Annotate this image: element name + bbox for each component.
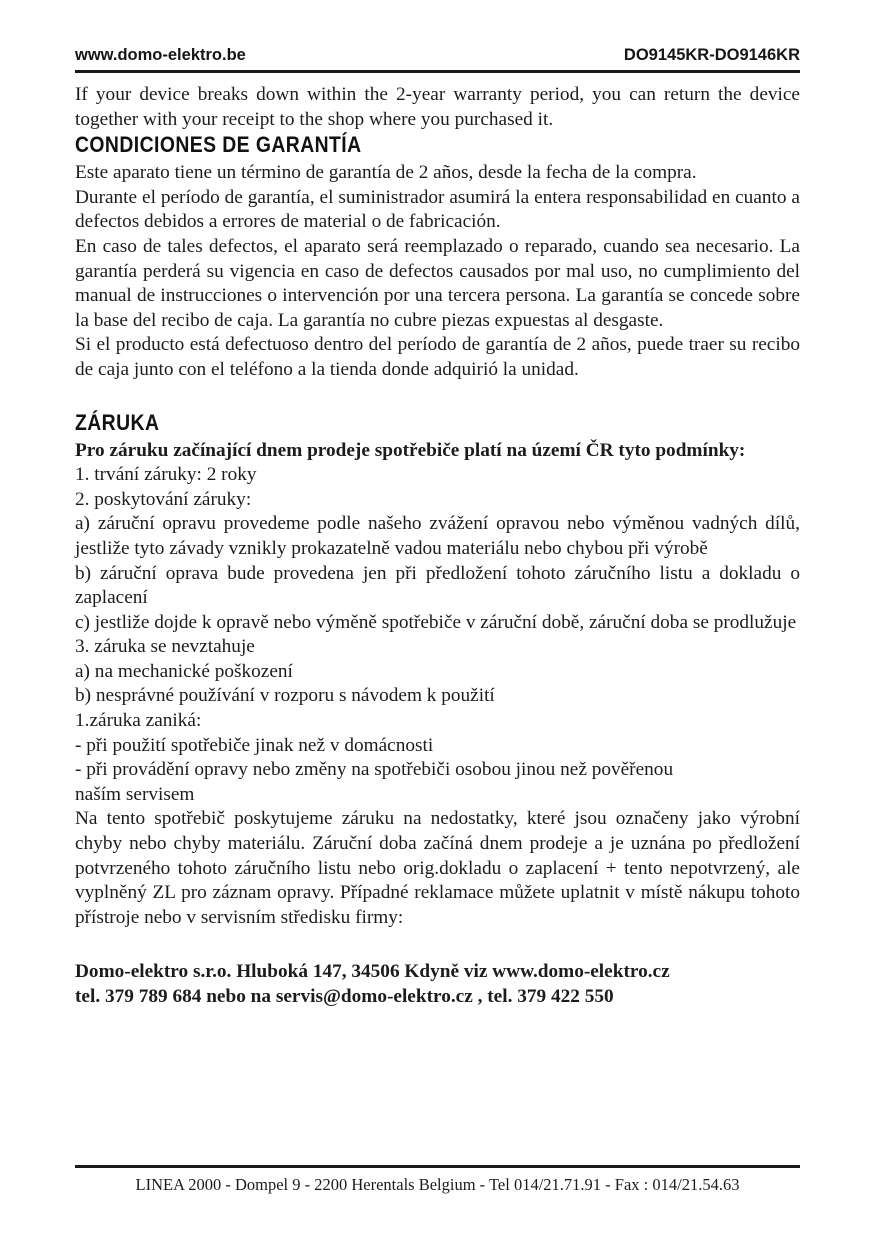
es-paragraph-2: Durante el período de garantía, el suministrador asumirá la entera responsabilidad en cuanto a defectos debidos a errores de material o de fabricación.	[75, 186, 800, 233]
cz-item-2b: b) záruční oprava bude provedena jen při předložení tohoto záručního listu a dokladu o zaplacení	[75, 562, 800, 609]
section-title-cz	[75, 410, 800, 436]
header-rule	[75, 70, 800, 73]
contact-line-1: Domo-elektro s.r.o. Hluboká 147, 34506 Kdyně viz www.domo-elektro.cz	[75, 961, 670, 983]
cz-item-2c: c) jestliže dojde k opravě nebo výměně spotřebiče v záruční době, záruční doba se prodlužuje	[75, 611, 797, 633]
section-title-es	[75, 132, 800, 158]
intro-paragraph-en: If your device breaks down within the 2-year warranty period, you can return the device together with your receipt to the shop where you purchased it.	[75, 84, 800, 130]
footer-text: LINEA 2000 - Dompel 9 - 2200 Herentals Belgium - Tel 014/21.71.91 - Fax : 014/21.54.63	[135, 1175, 740, 1194]
section-title-es-text: CONDICIONES DE GARANTÍA	[75, 132, 362, 158]
es-paragraph-1: Este aparato tiene un término de garantía de 2 años, desde la fecha de la compra.	[75, 162, 697, 184]
cz-item-2-head: 2. poskytování záruky:	[75, 488, 252, 510]
contact-line-2: tel. 379 789 684 nebo na servis@domo-elektro.cz , tel. 379 422 550	[75, 986, 614, 1007]
cz-item-2a: a) záruční opravu provedeme podle našeho zvážení opravou nebo výměnou vadných dílů, jestliže tyto závady vznikly prokazatelně vadou materiálu nebo chybou při výrobě	[75, 513, 800, 559]
cz-sub1-dash1: - při použití spotřebiče jinak než v domácnosti	[75, 734, 434, 756]
es-paragraph-3: En caso de tales defectos, el aparato será reemplazado o reparado, cuando sea necesario. La garantía perderá su vigencia en caso de defectos causados por mal uso, no cumplimiento del manual de instrucciones o intervención por una tercera persona. La garantía se concede sobre la base del recibo de caja. La garantía no cubre piezas expuestas al desgaste.	[75, 235, 800, 331]
cz-item-1: 1. trvání záruky: 2 roky	[75, 464, 257, 486]
cz-sub1-dash2: - při provádění opravy nebo změny na spotřebiči osobou jinou než pověřenou	[75, 759, 674, 781]
page-header	[75, 46, 800, 65]
contact-block	[75, 960, 800, 1009]
cz-closing-paragraph: Na tento spotřebič poskytujeme záruku na nedostatky, které jsou označeny jako výrobní chyby nebo chyby materiálu. Záruční doba začíná dnem prodeje a je uznána po předložení potvrzeného tohoto záručního listu nebo orig.dokladu o zaplacení + tento nepotvrzený, ale vyplněný ZL pro záznam opravy. Případné reklamace můžete uplatnit v místě nákupu tohoto přístroje nebo v servisním středisku firmy:	[75, 808, 800, 928]
header-model-code: DO9145KR-DO9146KR	[623, 46, 800, 64]
cz-item-3a: a) na mechanické poškození	[75, 660, 293, 682]
cz-item-3-head: 3. záruka se nevztahuje	[75, 636, 255, 658]
cz-intro-bold: Pro záruku začínající dnem prodeje spotřebiče platí na území ČR tyto podmínky:	[75, 439, 746, 461]
cz-sub1-head: 1.záruka zaniká:	[75, 710, 202, 732]
page-footer	[75, 1165, 800, 1195]
cz-sub1-dash2-continuation: naším servisem	[75, 783, 195, 805]
footer-rule	[75, 1165, 800, 1168]
document-content	[75, 83, 800, 1010]
header-site-url: www.domo-elektro.be	[75, 46, 246, 64]
es-paragraph-4: Si el producto está defectuoso dentro del período de garantía de 2 años, puede traer su recibo de caja junto con el teléfono a la tienda donde adquirió la unidad.	[75, 334, 800, 380]
section-title-cz-text: ZÁRUKA	[75, 409, 160, 435]
cz-item-3b: b) nesprávné používání v rozporu s návodem k použití	[75, 685, 495, 707]
